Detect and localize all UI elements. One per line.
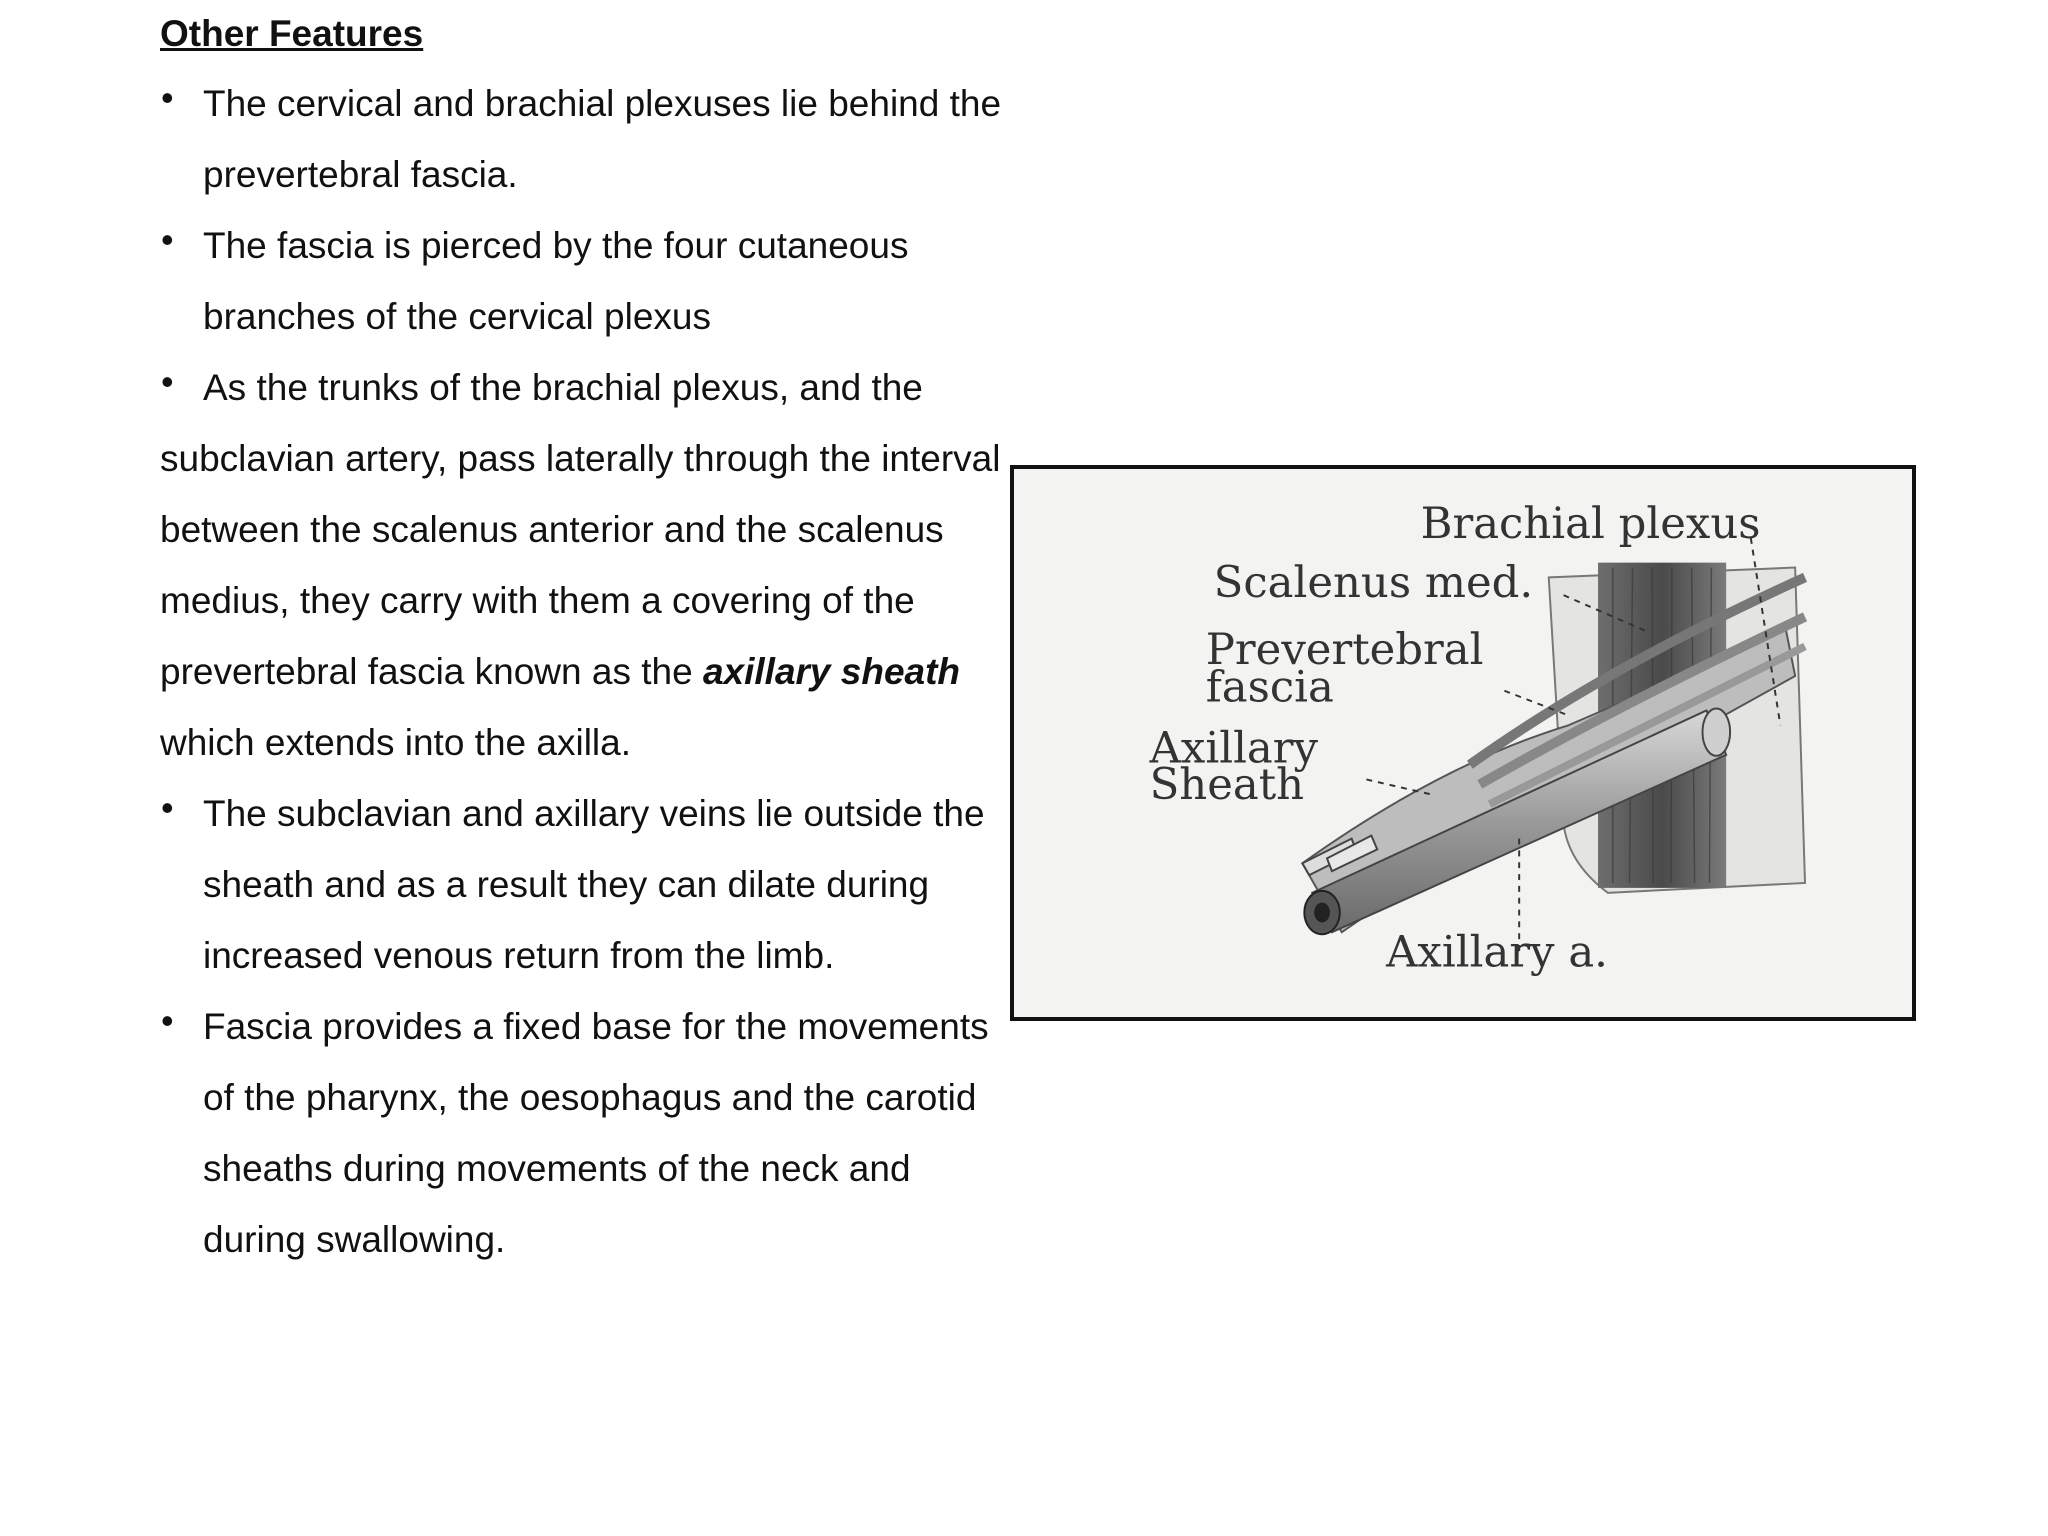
- bullet-text: The cervical and brachial plexuses lie behind the prevertebral fascia.: [203, 83, 1002, 195]
- label-axillary-a: Axillary a.: [1386, 927, 1608, 978]
- bullet-text: The subclavian and axillary veins lie outside the sheath and as a result they can dilate during increased venous return from the limb.: [203, 793, 985, 976]
- bullet-dot-icon: •: [161, 77, 174, 118]
- bullet-dot-icon: •: [161, 361, 174, 402]
- artery-lumen-inner: [1314, 903, 1330, 923]
- artery-end: [1703, 709, 1731, 756]
- emphasis-term: axillary sheath: [702, 651, 961, 692]
- bullet-item: [160, 352, 1010, 778]
- bullet-item: [160, 68, 1010, 210]
- bullet-dot-icon: •: [161, 787, 174, 828]
- bullet-item: [160, 210, 1010, 352]
- bullet-text: The fascia is pierced by the four cutaneous branches of the cervical plexus: [203, 225, 909, 337]
- bullet-dot-icon: •: [161, 219, 174, 260]
- bullet-text-tail: which extends into the axilla.: [160, 722, 631, 763]
- label-axillary: Axillary: [1149, 723, 1319, 774]
- label-prevertebral: Prevertebral: [1205, 625, 1484, 676]
- anatomy-figure: [1010, 465, 1916, 1021]
- bullet-dot-icon: •: [161, 1000, 174, 1041]
- bullet-text: Fascia provides a fixed base for the movements of the pharynx, the oesophagus and the carotid sheaths during movements of the neck and during swallowing.: [203, 1006, 989, 1260]
- label-fascia: fascia: [1205, 662, 1334, 713]
- bullet-text: subclavian artery, pass laterally through the interval between the scalenus anterior and the scalenus medius, they carry with them a covering of the prevertebral fascia known as the: [160, 438, 1001, 692]
- label-scalenus-med: Scalenus med.: [1213, 558, 1534, 609]
- text-column: [160, 0, 1010, 1275]
- bullet-text-first-line: As the trunks of the brachial plexus, and the: [203, 367, 923, 408]
- section-heading: Other Features: [160, 13, 424, 54]
- label-brachial-plexus: Brachial plexus: [1420, 498, 1761, 549]
- anatomy-illustration: [1014, 469, 1912, 1017]
- label-sheath: Sheath: [1149, 760, 1305, 811]
- bullet-item: [160, 991, 1010, 1275]
- bullet-item: [160, 778, 1010, 991]
